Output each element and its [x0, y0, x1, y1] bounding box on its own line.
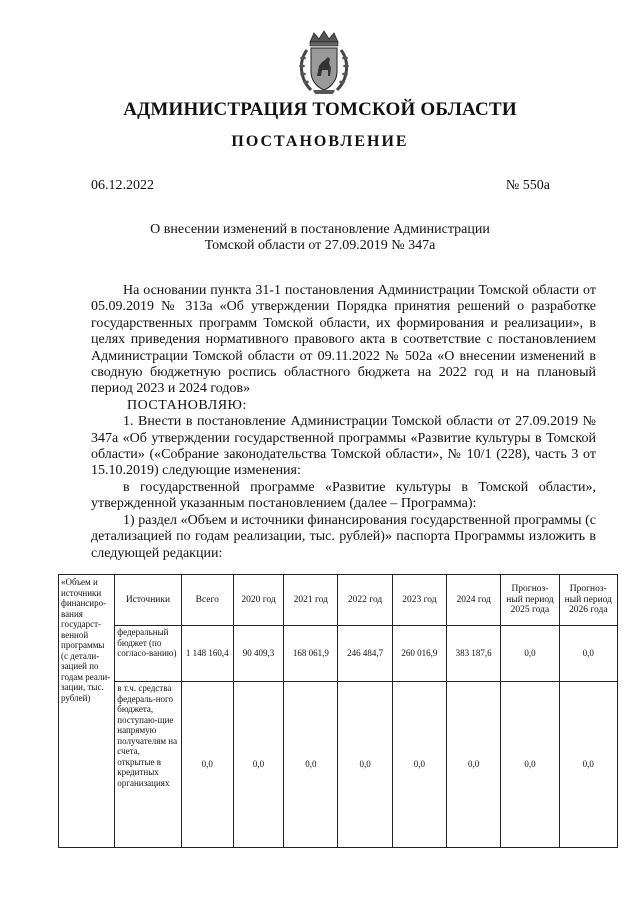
table-row: [59, 682, 618, 848]
decree-word: ПОСТАНОВЛЯЮ:: [127, 397, 247, 413]
column-header: 2021 год: [284, 575, 338, 626]
value-cell: 383 187,6: [447, 626, 501, 682]
value-cell: 0,0: [284, 682, 338, 848]
value-cell: 0,0: [559, 682, 617, 848]
value-cell: 0,0: [338, 682, 392, 848]
column-header: Прогноз-ный период 2025 года: [501, 575, 559, 626]
amendment-paragraph-1: 1. Внести в постановление Администрации Томской области от 27.09.2019 № 347а «Об утверждении государственной программы «Развитие культуры в Томской области» («Собрание законодательства Томской области», № 10/1 (228), часть 3 от 15.10.2019) следующие изменения:: [91, 414, 596, 479]
value-cell: 168 061,9: [284, 626, 338, 682]
table-header-row: [59, 575, 618, 626]
value-cell: 0,0: [447, 682, 501, 848]
financing-table: [58, 574, 618, 848]
amendment-paragraph-3: 1) раздел «Объем и источники финансирования государственной программы (с детализацией по годам реализации, тыс. рублей)» паспорта Программы изложить в следующей редакции:: [91, 512, 596, 561]
value-cell: 0,0: [559, 626, 617, 682]
column-header: 2024 год: [447, 575, 501, 626]
subject-line-2: Томской области от 27.09.2019 № 347а: [204, 238, 436, 253]
value-cell: 0,0: [233, 682, 283, 848]
basis-paragraph: На основании пункта 31-1 постановления Администрации Томской области от 05.09.2019 № 313а «Об утверждении Порядка принятия решений о разработке государственных программ Томской области, их формирования и реализации», в целях приведения нормативного правового акта в соответствие с постановлением Администрации Томской области от 09.11.2022 № 502а «О внесении изменений в сводную бюджетную роспись областного бюджета на 2022 год и на плановый период 2023 и 2024 годов»: [91, 283, 596, 397]
document-number: № 550а: [505, 178, 550, 193]
subject-line-1: О внесении изменений в постановление Администрации: [150, 222, 490, 237]
value-cell: 0,0: [501, 626, 559, 682]
document-subject: [150, 222, 490, 254]
table-row: [59, 626, 618, 682]
source-cell: в т.ч. средства федераль-ного бюджета, поступаю-щие напрямую получателям на счета, открытые в кредитных организациях: [115, 682, 181, 848]
value-cell: 246 484,7: [338, 626, 392, 682]
document-body: [91, 283, 596, 562]
document-type: ПОСТАНОВЛЕНИЕ: [231, 133, 409, 150]
column-header: 2023 год: [392, 575, 446, 626]
value-cell: 90 409,3: [233, 626, 283, 682]
financing-row-label: «Объем и источники финансиро-вания государст-венной программы (с детали-зацией по годам реали-зации, тыс. рублей): [59, 575, 115, 848]
column-header: 2020 год: [233, 575, 283, 626]
amendment-paragraph-2: в государственной программе «Развитие культуры в Томской области», утвержденной указанным постановлением (далее – Программа):: [91, 479, 596, 512]
column-header: 2022 год: [338, 575, 392, 626]
organization-name: АДМИНИСТРАЦИЯ ТОМСКОЙ ОБЛАСТИ: [123, 99, 517, 120]
value-cell: 1 148 160,4: [181, 626, 233, 682]
column-header: Прогноз-ный период 2026 года: [559, 575, 617, 626]
column-header: Источники: [115, 575, 181, 626]
document-date: 06.12.2022: [91, 178, 154, 193]
value-cell: 0,0: [392, 682, 446, 848]
tomsk-coat-of-arms-emblem: [297, 30, 351, 96]
value-cell: 260 016,9: [392, 626, 446, 682]
value-cell: 0,0: [501, 682, 559, 848]
source-cell: федеральный бюджет (по согласо-ванию): [115, 626, 181, 682]
column-header: Всего: [181, 575, 233, 626]
value-cell: 0,0: [181, 682, 233, 848]
